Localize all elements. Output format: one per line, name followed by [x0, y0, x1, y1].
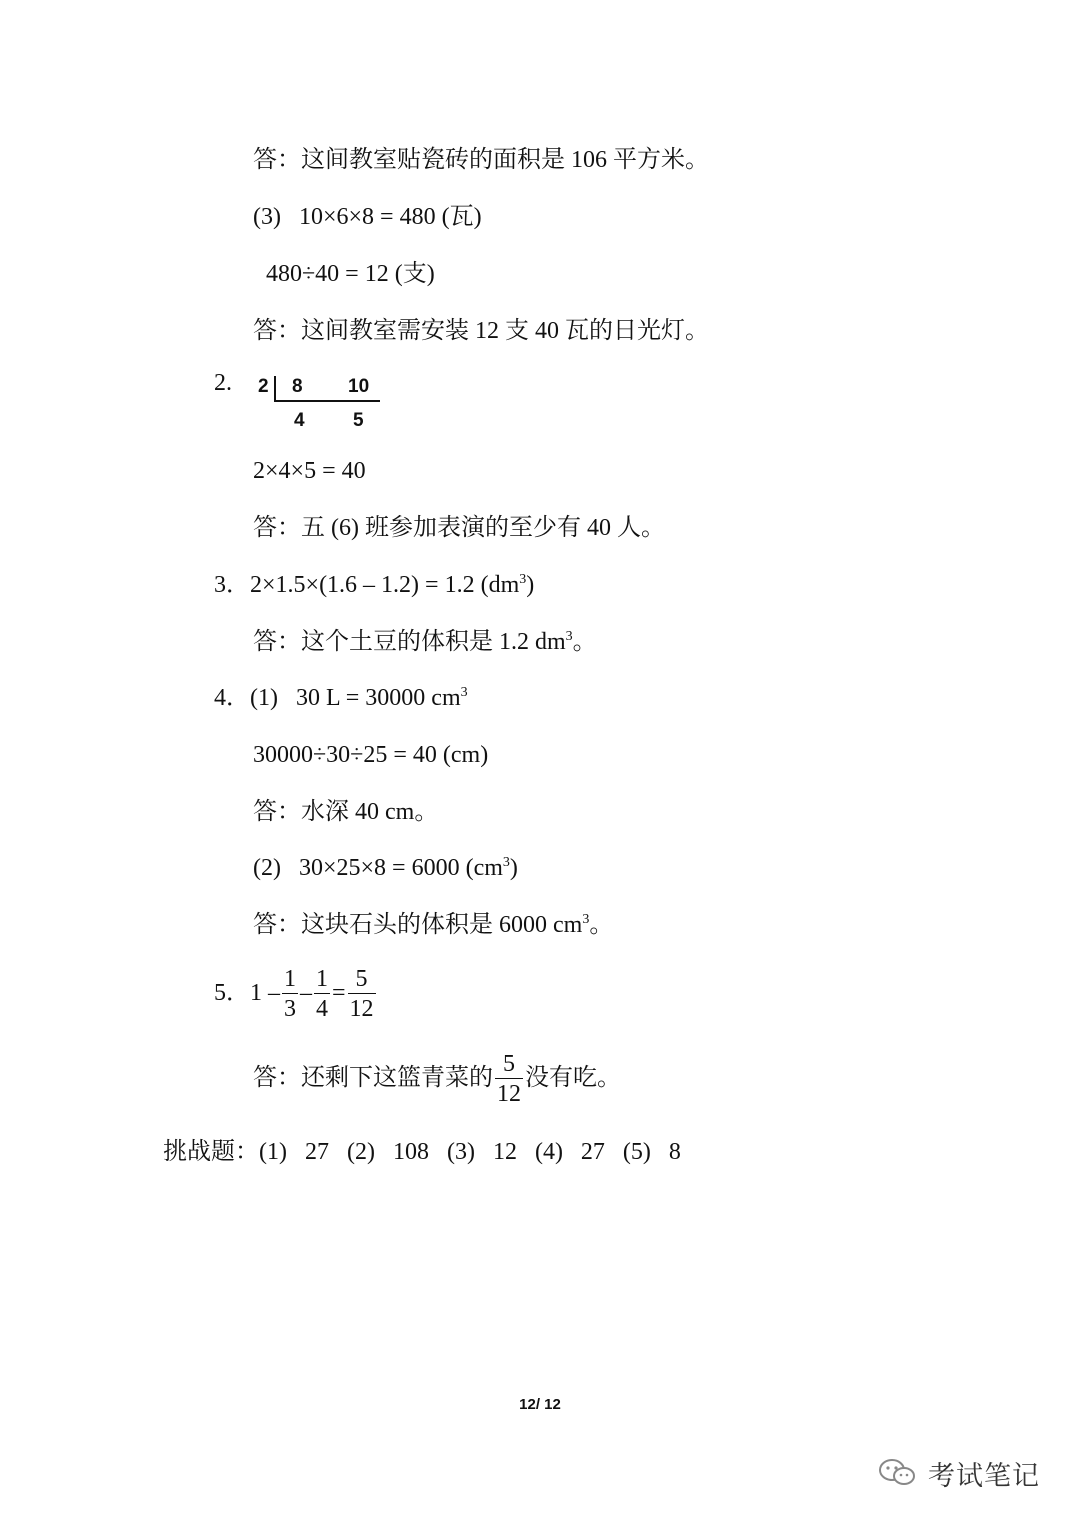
answer-potato-volume: 答：这个土豆的体积是 1.2 $dm^3$。 — [253, 629, 597, 655]
answer-remaining-vegetables: 答：还剩下这篮青菜的 $\frac{5}{12}$ 没有吃。 — [253, 1051, 621, 1107]
fraction-answer: $\frac{5}{12}$ — [497, 1051, 521, 1107]
ladder-bottom-first: 4 — [294, 410, 305, 431]
challenge-answers: 挑战题：(1) 27 (2) 108 (3) 12 (4) 27 (5) 8 — [163, 1139, 681, 1165]
ladder-top-second: 10 — [348, 376, 370, 397]
fraction-one-third: $\frac{1}{3}$ — [284, 966, 296, 1022]
part3-equation: (3) 10×6×8 = 480 (瓦) — [253, 204, 482, 230]
short-division-ladder — [258, 372, 388, 434]
page-number: 12/ 12 — [519, 1396, 561, 1413]
ladder-divisor: 2 — [258, 376, 269, 397]
tube-count-equation: 480÷40 = 12 (支) — [266, 261, 435, 287]
watermark — [878, 1453, 1040, 1493]
ladder-horizontal-line — [274, 400, 380, 402]
question-4-part1: 4．(1) 30 L = 30000 $cm^3$ — [214, 685, 468, 711]
question-3-equation: 3．2×1.5×(1.6 – 1.2) = 1.2 $(dm^3)$ — [214, 572, 535, 598]
fraction-one-quarter: $\frac{1}{4}$ — [316, 966, 328, 1022]
ladder-top-first: 8 — [292, 376, 303, 397]
answer-performers: 答：五 (6) 班参加表演的至少有 40 人。 — [253, 515, 665, 541]
question-4-part2: (2) 30×25×8 = 6000 $(cm^3)$ — [253, 855, 518, 881]
ladder-bottom-second: 5 — [353, 410, 364, 431]
answer-tubes: 答：这间教室需安装 12 支 40 瓦的日光灯。 — [253, 318, 709, 344]
answer-stone-volume: 答：这块石头的体积是 6000 $cm^3$。 — [253, 912, 614, 938]
wechat-icon — [878, 1458, 918, 1488]
answer-tile-area: 答：这间教室贴瓷砖的面积是 106 平方米。 — [253, 147, 709, 173]
question-5-equation: 5．1 – $\frac{1}{3}$ – $\frac{1}{4}$ = $\frac{5}{12}$ — [214, 966, 374, 1022]
fraction-result: $\frac{5}{12}$ — [349, 966, 374, 1022]
lcm-equation: 2×4×5 = 40 — [253, 458, 366, 484]
water-depth-equation: 30000÷30÷25 = 40 (cm) — [253, 742, 489, 768]
question-2-label: 2. — [214, 370, 232, 396]
watermark-text: 考试笔记 — [928, 1460, 1040, 1492]
ladder-vertical-line — [274, 376, 276, 400]
answer-water-depth: 答：水深 40 cm。 — [253, 799, 439, 825]
